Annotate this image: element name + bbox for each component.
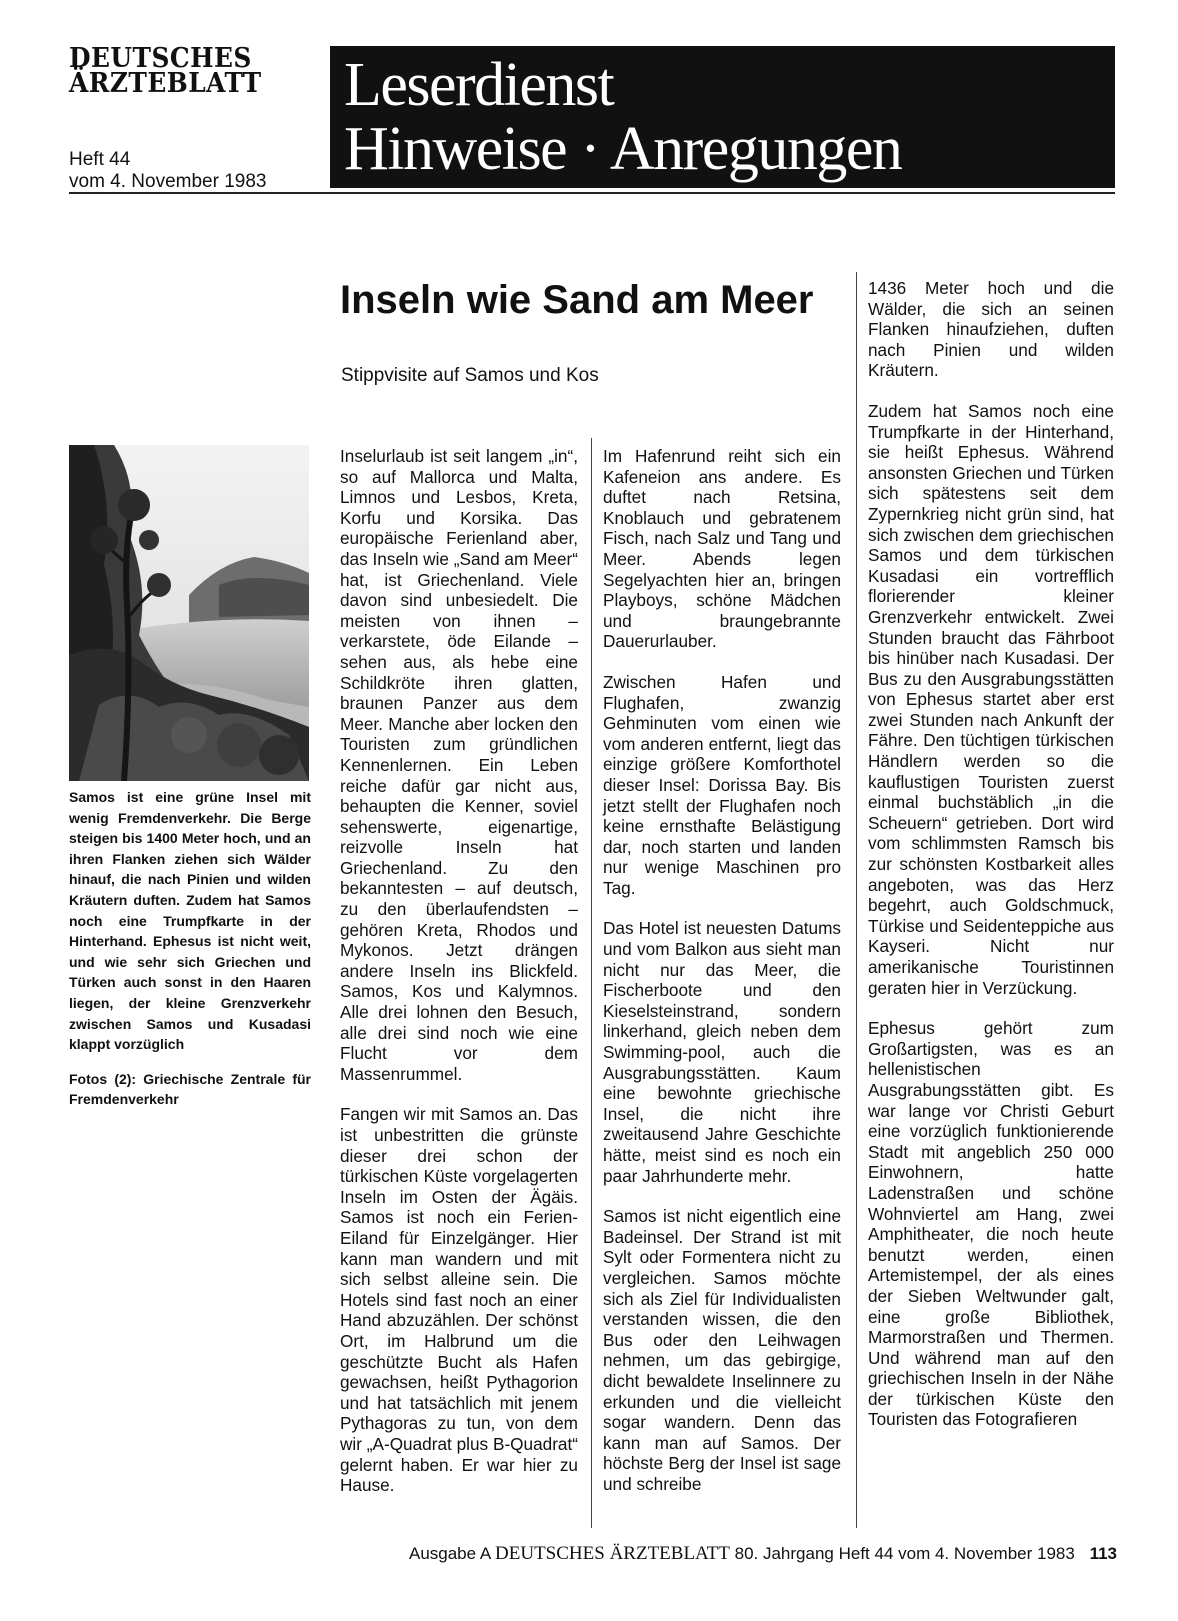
paragraph: Ephesus gehört zum Großartigsten, was es an hellenistischen Ausgrabungsstätten gibt. Es war lange vor Christi Geburt eine vorzüglich funktionierende Stadt mit angeblich 250 000 Einwohnern, hatte Ladenstraßen und schöne Wohnviertel am Hang, zwei Amphitheater, die noch heute benutzt werden, einen Artemistempel, der als eines der Sieben Weltwunder galt, eine große Bibliothek, Marmorstraßen und Thermen. Und während man auf den griechischen Inseln in der Nähe der türkischen Küste den Touristen das Fotografieren	[868, 1018, 1114, 1430]
issue-number: Heft 44	[69, 149, 131, 170]
header-rule	[69, 192, 1115, 194]
masthead-line-1: DEUTSCHES	[69, 43, 252, 74]
issue-date: vom 4. November 1983	[69, 171, 267, 192]
masthead-logo	[69, 43, 290, 99]
paragraph: Fangen wir mit Samos an. Das ist unbestritten die grünste dieser drei schon der türkischen Küste vorgelagerten Inseln im Osten der Ägäis. Samos ist noch ein Ferien-Eiland für Einzelgänger. Hier kann man wandern und mit sich selbst alleine sein. Die Hotels sind fast noch an einer Hand abzuzählen. Der schönst Ort, im Halbrund um die geschützte Bucht als Hafen gewachsen, heißt Pythagorion und hat tatsächlich mit jenem Pythagoras zu tun, von dem wir „A-Quadrat plus B-Quadrat“ gelernt haben. Er war hier zu Hause.	[340, 1104, 578, 1496]
column-2	[603, 446, 841, 1495]
masthead-line-2: ÄRZTEBLATT	[69, 68, 262, 99]
banner-line-1: Leserdienst	[344, 51, 614, 119]
paragraph: Zwischen Hafen und Flughafen, zwanzig Gehminuten vom einen wie vom anderen entfernt, liegt das einzige größere Komforthotel dieser Insel: Dorissa Bay. Bis jetzt stellt der Flughafen noch keine ernsthafte Belästigung dar, noch starten und landen nur wenige Maschinen pro Tag.	[603, 671, 841, 898]
paragraph: Im Hafenrund reiht sich ein Kafeneion ans andere. Es duftet nach Retsina, Knoblauch und gebratenem Fisch, nach Salz und Tang und Meer. Abends legen Segelyachten hier an, bringen Playboys, schöne Mädchen und braungebrannte Dauerurlauber.	[603, 446, 841, 652]
footer-issue: 80. Jahrgang Heft 44 vom 4. November 1983	[734, 1544, 1075, 1563]
photo-caption	[69, 787, 311, 1110]
paragraph: Samos ist nicht eigentlich eine Badeinsel. Der Strand ist mit Sylt oder Formentera nicht zu vergleichen. Samos möchte sich als Ziel für Individualisten verstanden wissen, die den Bus oder den Leihwagen nehmen, um das gebirgige, dicht bewaldete Inselinnere zu erkunden und die vielleicht sogar wandern. Denn das kann man auf Samos. Der höchste Berg der Insel ist sage und schreibe	[603, 1206, 841, 1494]
page-number: 113	[1089, 1544, 1117, 1563]
page-footer	[255, 1542, 1117, 1566]
article-title: Inseln wie Sand am Meer	[340, 278, 814, 322]
banner-line-2: Hinweise · Anregungen	[344, 115, 902, 183]
article-subtitle: Stippvisite auf Samos und Kos	[341, 365, 599, 386]
column-divider	[856, 272, 857, 1528]
samos-coast-photo	[69, 445, 309, 781]
issue-info	[69, 149, 267, 193]
paragraph: Inselurlaub ist seit langem „in“, so auf Mallorca und Malta, Limnos und Lesbos, Kreta, Korfu und Korsika. Das europäische Ferienland aber, das Inseln wie „Sand am Meer“ hat, ist Griechenland. Viele davon sind unbesiedelt. Die meisten von ihnen – verkarstete, öde Eilande – sehen aus, als hebe eine Schildkröte ihren glatten, braunen Panzer aus dem Meer. Manche aber locken den Touristen zum gründlichen Kennenlernen. Ein Leben reiche dafür gar nicht aus, behaupten die Kenner, soviel sehenswerte, eigenartige, reizvolle Inseln hat Griechenland. Zu den bekanntesten – auf deutsch, zu den überlaufendsten – gehören Kreta, Rhodos und Mykonos. Jetzt drängen andere Inseln ins Blickfeld. Samos, Kos und Kalymnos. Alle drei lohnen den Besuch, alle drei sind noch wie eine Flucht vor dem Massenrummel.	[340, 446, 578, 1084]
section-banner	[330, 46, 1115, 188]
footer-edition: Ausgabe A	[408, 1544, 491, 1563]
column-3	[868, 278, 1114, 1430]
photo-credit: Fotos (2): Griechische Zentrale für Fremdenverkehr	[69, 1070, 311, 1108]
paragraph: Zudem hat Samos noch eine Trumpfkarte in der Hinterhand, sie heißt Ephesus. Während ansonsten Griechen und Türken sich spätestens seit dem Zypernkrieg nicht grün sind, hat sich zwischen dem griechischen Samos und dem türkischen Kusadasi ein vortrefflich florierender kleiner Grenzverkehr entwickelt. Zwei Stunden braucht das Fährboot bis hinüber nach Kusadasi. Der Bus zu den Ausgrabungsstätten von Ephesus startet aber erst zwei Stunden nach Ankunft der Fähre. Den tüchtigen türkischen Händlern werden so die kauflustigen Touristen zuerst einmal buchstäblich „in die Scheuern“ getrieben. Dort wird vom schlimmsten Ramsch bis zur schönsten Kostbarkeit alles angeboten, was das Herz begehrt, auch Goldschmuck, Türkise und Seidenteppiche aus Kayseri. Nicht nur amerikanische Touristinnen geraten hier in Verzückung.	[868, 400, 1114, 998]
paragraph: Das Hotel ist neuesten Datums und vom Balkon aus sieht man nicht nur das Meer, die Fischerboote und den Kieselsteinstrand, sondern linkerhand, gleich neben dem Swimming-pool, auch die Ausgrabungsstätten. Kaum eine bewohnte griechische Insel, die nicht ihre zweitausend Jahre Geschichte hätte, meist sind es noch ein paar Jahrhunderte mehr.	[603, 918, 841, 1186]
paragraph: 1436 Meter hoch und die Wälder, die sich an seinen Flanken hinaufziehen, duften nach Pinien und wilden Kräutern.	[868, 278, 1114, 381]
caption-text: Samos ist eine grüne Insel mit wenig Fremdenverkehr. Die Berge steigen bis 1400 Meter hoch, und an ihren Flanken ziehen sich Wälder hinauf, die nach Pinien und wilden Kräutern duften. Zudem hat Samos noch eine Trumpfkarte in der Hinterhand. Ephesus ist nicht weit, und wie sehr sich Griechen und Türken auch sonst in den Haaren liegen, der kleine Grenzverkehr zwischen Samos und Kusadasi klappt vorzüglich	[69, 789, 311, 1053]
column-1	[340, 446, 578, 1496]
column-divider	[591, 438, 592, 1528]
footer-publication: DEUTSCHES ÄRZTEBLATT	[495, 1543, 730, 1564]
